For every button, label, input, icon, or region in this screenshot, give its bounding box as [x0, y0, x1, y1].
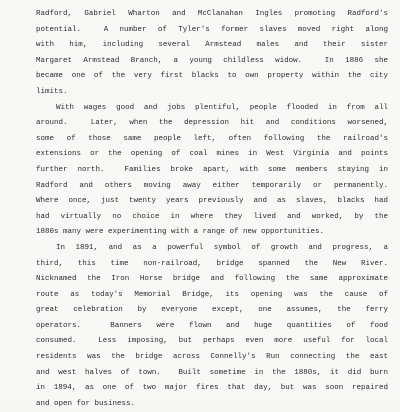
text-line: third, this time non-railroad, bridge spanned the New River. [36, 259, 388, 268]
paragraph-1 [36, 7, 388, 101]
text-line: with him, including several Armstead males and their sister [36, 41, 388, 50]
text-line: Radford, Gabriel Wharton and McClanahan Ingles promoting Radford's [36, 10, 388, 18]
text-line: Margaret Armstead Branch, a young childless widow. In 1886 she [36, 56, 388, 65]
text-line: Nicknamed the Iron Horse bridge and following the same approximate [36, 275, 388, 284]
text-line: operators. Banners were flown and huge quantities of food [36, 321, 388, 330]
text-line: 1880s many were experimenting with a range of new opportunities. [36, 228, 325, 237]
text-line: limits. [36, 87, 68, 96]
text-line: around. Later, when the depression hit and conditions worsened, [36, 119, 388, 128]
text-line: some of those same people left, often following the railroad's [36, 134, 388, 143]
text-line: extensions or the opening of coal mines in West Virginia and points [36, 150, 388, 159]
text-line: In 1891, and as a powerful symbol of growth and progress, a [56, 243, 388, 252]
text-line: residents was the bridge across Connelly's Run connecting the east [36, 353, 388, 362]
text-line: Radford and others moving away either temporarily or permanently. [36, 181, 388, 190]
text-line: Where once, just twenty years previously and as slaves, blacks had [36, 197, 388, 206]
text-line: had virtually no choice in where they lived and worked, by the [36, 212, 388, 221]
text-line: became one of the very first blacks to own property within the city [36, 72, 388, 81]
paragraph-3 [36, 241, 388, 412]
document-body [36, 7, 388, 412]
text-line: route as today's Memorial Bridge, its opening was the cause of [36, 290, 388, 299]
text-line: and open for business. [36, 399, 136, 408]
text-line: consumed. Less imposing, but perhaps even more useful for local [36, 337, 388, 346]
text-line: With wages good and jobs plentiful, people flooded in from all [56, 103, 388, 112]
text-line: further north. Families broke apart, with some members staying in [36, 165, 388, 174]
paragraph-2 [36, 101, 388, 241]
text-line: and west halves of town. Built sometime in the 1880s, it did burn [36, 368, 388, 377]
text-line: great celebration by everyone except, one assumes, the ferry [36, 306, 388, 315]
text-line: potential. A number of Tyler's former slaves moved right along [36, 25, 388, 34]
text-line: in 1894, as one of two major fires that day, but was soon repaired [36, 384, 388, 393]
